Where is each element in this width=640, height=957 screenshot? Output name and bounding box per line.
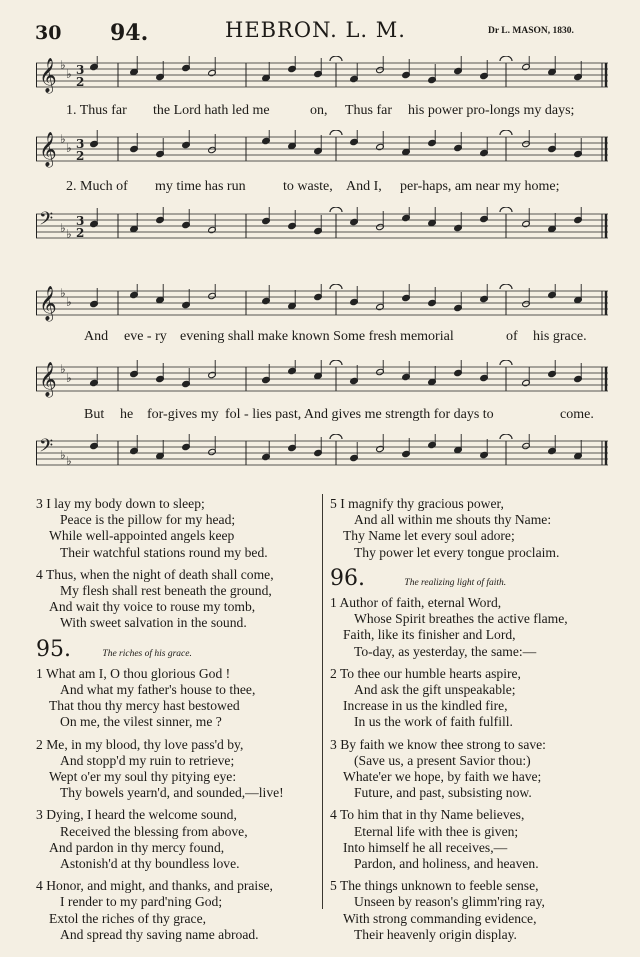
fermata-icon xyxy=(330,56,342,61)
verse-line: Increase in us the kindled fire, xyxy=(343,698,508,714)
verse-line: I render to my pard'ning God; xyxy=(60,894,223,910)
staff-graphic xyxy=(36,284,608,322)
verse-block xyxy=(36,666,320,731)
flat-sign-icon: ♭ xyxy=(60,362,66,376)
verse-line: Extol the riches of thy grace, xyxy=(49,910,207,926)
verse-block xyxy=(330,737,610,802)
flat-sign-icon: ♭ xyxy=(66,227,72,241)
verse-line: Peace is the pillow for my head; xyxy=(60,512,236,528)
staff-graphic xyxy=(36,360,608,398)
staff-graphic xyxy=(36,207,608,245)
fermata-icon xyxy=(500,360,512,365)
hymn-title: HEBRON. L. M. xyxy=(225,18,406,42)
verse-line: To-day, as yesterday, the same:— xyxy=(354,643,537,659)
staff-graphic xyxy=(36,56,608,94)
lyric-word: on, xyxy=(310,103,328,118)
verse-line: Me, in my blood, thy love pass'd by, xyxy=(46,736,244,752)
verse-block xyxy=(330,878,610,943)
column-divider xyxy=(322,494,323,909)
verse-line: By faith we know thee strong to save: xyxy=(340,736,546,752)
hymn-number: 95. xyxy=(36,636,71,662)
hymn-number: 94. xyxy=(110,20,149,46)
verse-number: 1 xyxy=(36,665,43,681)
flat-sign-icon: ♭ xyxy=(66,141,72,155)
verse-block xyxy=(36,496,320,561)
flat-sign-icon: ♭ xyxy=(66,67,72,81)
fermata-icon xyxy=(500,56,512,61)
verse-line: Thus, when the night of death shall come, xyxy=(45,566,274,582)
verses-right-column xyxy=(330,496,610,943)
lyric-word: Thus far xyxy=(345,103,393,118)
verse-number: 4 xyxy=(330,807,337,823)
verse-line: With strong commanding evidence, xyxy=(343,910,537,926)
lyric-word: And I, xyxy=(346,179,382,194)
verse-line: In us the work of faith fulfill. xyxy=(354,714,513,730)
hymn-tag: The realizing light of faith. xyxy=(404,577,507,588)
bass-clef-icon: 𝄢 xyxy=(39,436,54,461)
verse-block xyxy=(36,737,320,802)
verse-block xyxy=(36,567,320,632)
verse-number: 3 xyxy=(36,807,43,823)
verse-line: And ask the gift unspeakable; xyxy=(354,682,516,698)
fermata-icon xyxy=(500,434,512,439)
verse-number: 4 xyxy=(36,566,43,582)
page-number: 30 xyxy=(35,22,62,44)
treble-clef-icon: 𝄞 xyxy=(39,132,57,167)
verse-line: Thy bowels yearn'd, and sounded,—live! xyxy=(60,785,284,801)
verse-line: I magnify thy gracious power, xyxy=(340,496,504,511)
verse-line: Dying, I heard the welcome sound, xyxy=(46,807,237,823)
verse-line: Author of faith, eternal Word, xyxy=(339,595,502,611)
verse-number: 5 xyxy=(330,496,337,511)
time-signature: 2 xyxy=(76,75,85,89)
verse-number: 2 xyxy=(36,736,43,752)
hymn-heading xyxy=(36,636,320,662)
fermata-icon xyxy=(500,207,512,212)
verse-line: Faith, like its finisher and Lord, xyxy=(343,627,516,643)
verse-line: While well-appointed angels keep xyxy=(49,528,235,544)
fermata-icon xyxy=(500,284,512,289)
verse-line: And stopp'd my ruin to retrieve; xyxy=(60,752,235,768)
verse-number: 4 xyxy=(36,878,43,894)
verse-line: What am I, O thou glorious God ! xyxy=(45,665,231,681)
lyric-word: my time has run xyxy=(155,179,246,194)
verse-number: 3 xyxy=(36,496,43,511)
treble-clef-icon: 𝄞 xyxy=(39,286,57,321)
verse-line: To him that in thy Name believes, xyxy=(339,807,525,823)
verse-line: On me, the vilest sinner, me ? xyxy=(60,714,222,730)
verse-number: 1 xyxy=(330,595,337,611)
fermata-icon xyxy=(330,360,342,365)
time-signature: 2 xyxy=(76,149,85,163)
lyric-word: And xyxy=(84,329,109,344)
time-signature: 3 xyxy=(76,63,85,77)
composer: Dr L. MASON, 1830. xyxy=(488,26,574,36)
flat-sign-icon: ♭ xyxy=(60,132,66,146)
verse-line: Wept o'er my soul thy pitying eye: xyxy=(49,769,237,785)
lyric-word: But xyxy=(84,407,105,422)
bass-clef-icon: 𝄢 xyxy=(39,209,54,234)
fermata-icon xyxy=(500,130,512,135)
verse-block xyxy=(330,807,610,872)
lyric-word: eve - ry xyxy=(124,329,167,344)
verse-line: That thou thy mercy hast bestowed xyxy=(49,698,240,714)
music-staff-bass-2 xyxy=(36,434,608,472)
music-staff-treble-4 xyxy=(36,360,608,398)
verse-line: To thee our humble hearts aspire, xyxy=(339,665,521,681)
verse-line: Honor, and might, and thanks, and praise, xyxy=(46,878,273,894)
flat-sign-icon: ♭ xyxy=(66,371,72,385)
lyric-word: to waste, xyxy=(283,179,333,194)
fermata-icon xyxy=(330,284,342,289)
lyric-word: 1. Thus far xyxy=(66,103,127,118)
music-staff-treble-3 xyxy=(36,284,608,322)
lyric-word: the Lord hath led me xyxy=(153,103,270,118)
lyric-word: fol - lies past, And gives me strength for days to xyxy=(225,407,494,422)
lyric-word: his grace. xyxy=(533,329,587,344)
lyric-word: come. xyxy=(560,407,594,422)
verse-line: (Save us, a present Savior thou:) xyxy=(354,752,531,768)
flat-sign-icon: ♭ xyxy=(60,221,66,235)
hymn-number: 96. xyxy=(330,565,365,591)
hymn-tag: The riches of his grace. xyxy=(102,648,192,659)
fermata-icon xyxy=(330,130,342,135)
lyric-word: for-gives my xyxy=(147,407,219,422)
verse-line: Received the blessing from above, xyxy=(60,823,248,839)
verse-line: Whate'er we hope, by faith we have; xyxy=(343,769,542,785)
verse-line: My flesh shall rest beneath the ground, xyxy=(60,583,272,599)
verse-line: Thy power let every tongue proclaim. xyxy=(354,544,560,560)
verse-line: I lay my body down to sleep; xyxy=(46,496,205,511)
music-staff-treble-1 xyxy=(36,56,608,94)
hymn-heading xyxy=(330,565,610,591)
verse-line: Thy Name let every soul adore; xyxy=(343,528,515,544)
verse-line: With sweet salvation in the sound. xyxy=(60,615,247,631)
lyric-word: per-haps, am near my home; xyxy=(400,179,560,194)
verse-line: Pardon, and holiness, and heaven. xyxy=(354,856,539,872)
verse-line: Whose Spirit breathes the active flame, xyxy=(354,611,568,627)
verse-block xyxy=(330,595,610,660)
time-signature: 3 xyxy=(76,214,85,228)
fermata-icon xyxy=(330,434,342,439)
verse-block xyxy=(330,666,610,731)
verse-line: Their watchful stations round my bed. xyxy=(60,544,268,560)
verse-number: 3 xyxy=(330,736,337,752)
verse-line: Their heavenly origin display. xyxy=(354,926,517,942)
fermata-icon xyxy=(330,207,342,212)
verse-line: Eternal life with thee is given; xyxy=(354,823,519,839)
verse-line: Future, and past, subsisting now. xyxy=(354,785,532,801)
lyric-word: he xyxy=(120,407,134,422)
flat-sign-icon: ♭ xyxy=(60,58,66,72)
verse-block xyxy=(36,878,320,943)
verse-line: And pardon in thy mercy found, xyxy=(49,839,225,855)
music-staff-bass-1 xyxy=(36,207,608,245)
verse-block xyxy=(330,496,610,561)
verse-line: And all within me shouts thy Name: xyxy=(354,512,552,528)
verse-line: Unseen by reason's glimm'ring ray, xyxy=(354,894,545,910)
verses-left-column xyxy=(36,496,320,943)
verse-number: 2 xyxy=(330,665,337,681)
verse-line: The things unknown to feeble sense, xyxy=(339,878,539,894)
flat-sign-icon: ♭ xyxy=(66,295,72,309)
lyric-word: 2. Much of xyxy=(66,179,128,194)
lyric-word: his power pro-longs my days; xyxy=(408,103,575,118)
music-staff-treble-2 xyxy=(36,130,608,168)
flat-sign-icon: ♭ xyxy=(60,448,66,462)
staff-graphic xyxy=(36,130,608,168)
verse-line: Into himself he all receives,— xyxy=(343,839,508,855)
verse-line: And spread thy saving name abroad. xyxy=(60,926,259,942)
verse-line: And what my father's house to thee, xyxy=(60,682,256,698)
verse-line: Astonish'd at thy boundless love. xyxy=(60,856,240,872)
staff-graphic xyxy=(36,434,608,472)
lyric-word: evening shall make known Some fresh memorial xyxy=(180,329,454,344)
verse-number: 5 xyxy=(330,878,337,894)
lyric-word: of xyxy=(506,329,518,344)
time-signature: 2 xyxy=(76,226,85,240)
time-signature: 3 xyxy=(76,137,85,151)
treble-clef-icon: 𝄞 xyxy=(39,362,57,397)
flat-sign-icon: ♭ xyxy=(66,454,72,468)
verse-line: And wait thy voice to rouse my tomb, xyxy=(49,599,256,615)
flat-sign-icon: ♭ xyxy=(60,286,66,300)
treble-clef-icon: 𝄞 xyxy=(39,58,57,93)
verse-block xyxy=(36,807,320,872)
page-header xyxy=(0,18,640,48)
